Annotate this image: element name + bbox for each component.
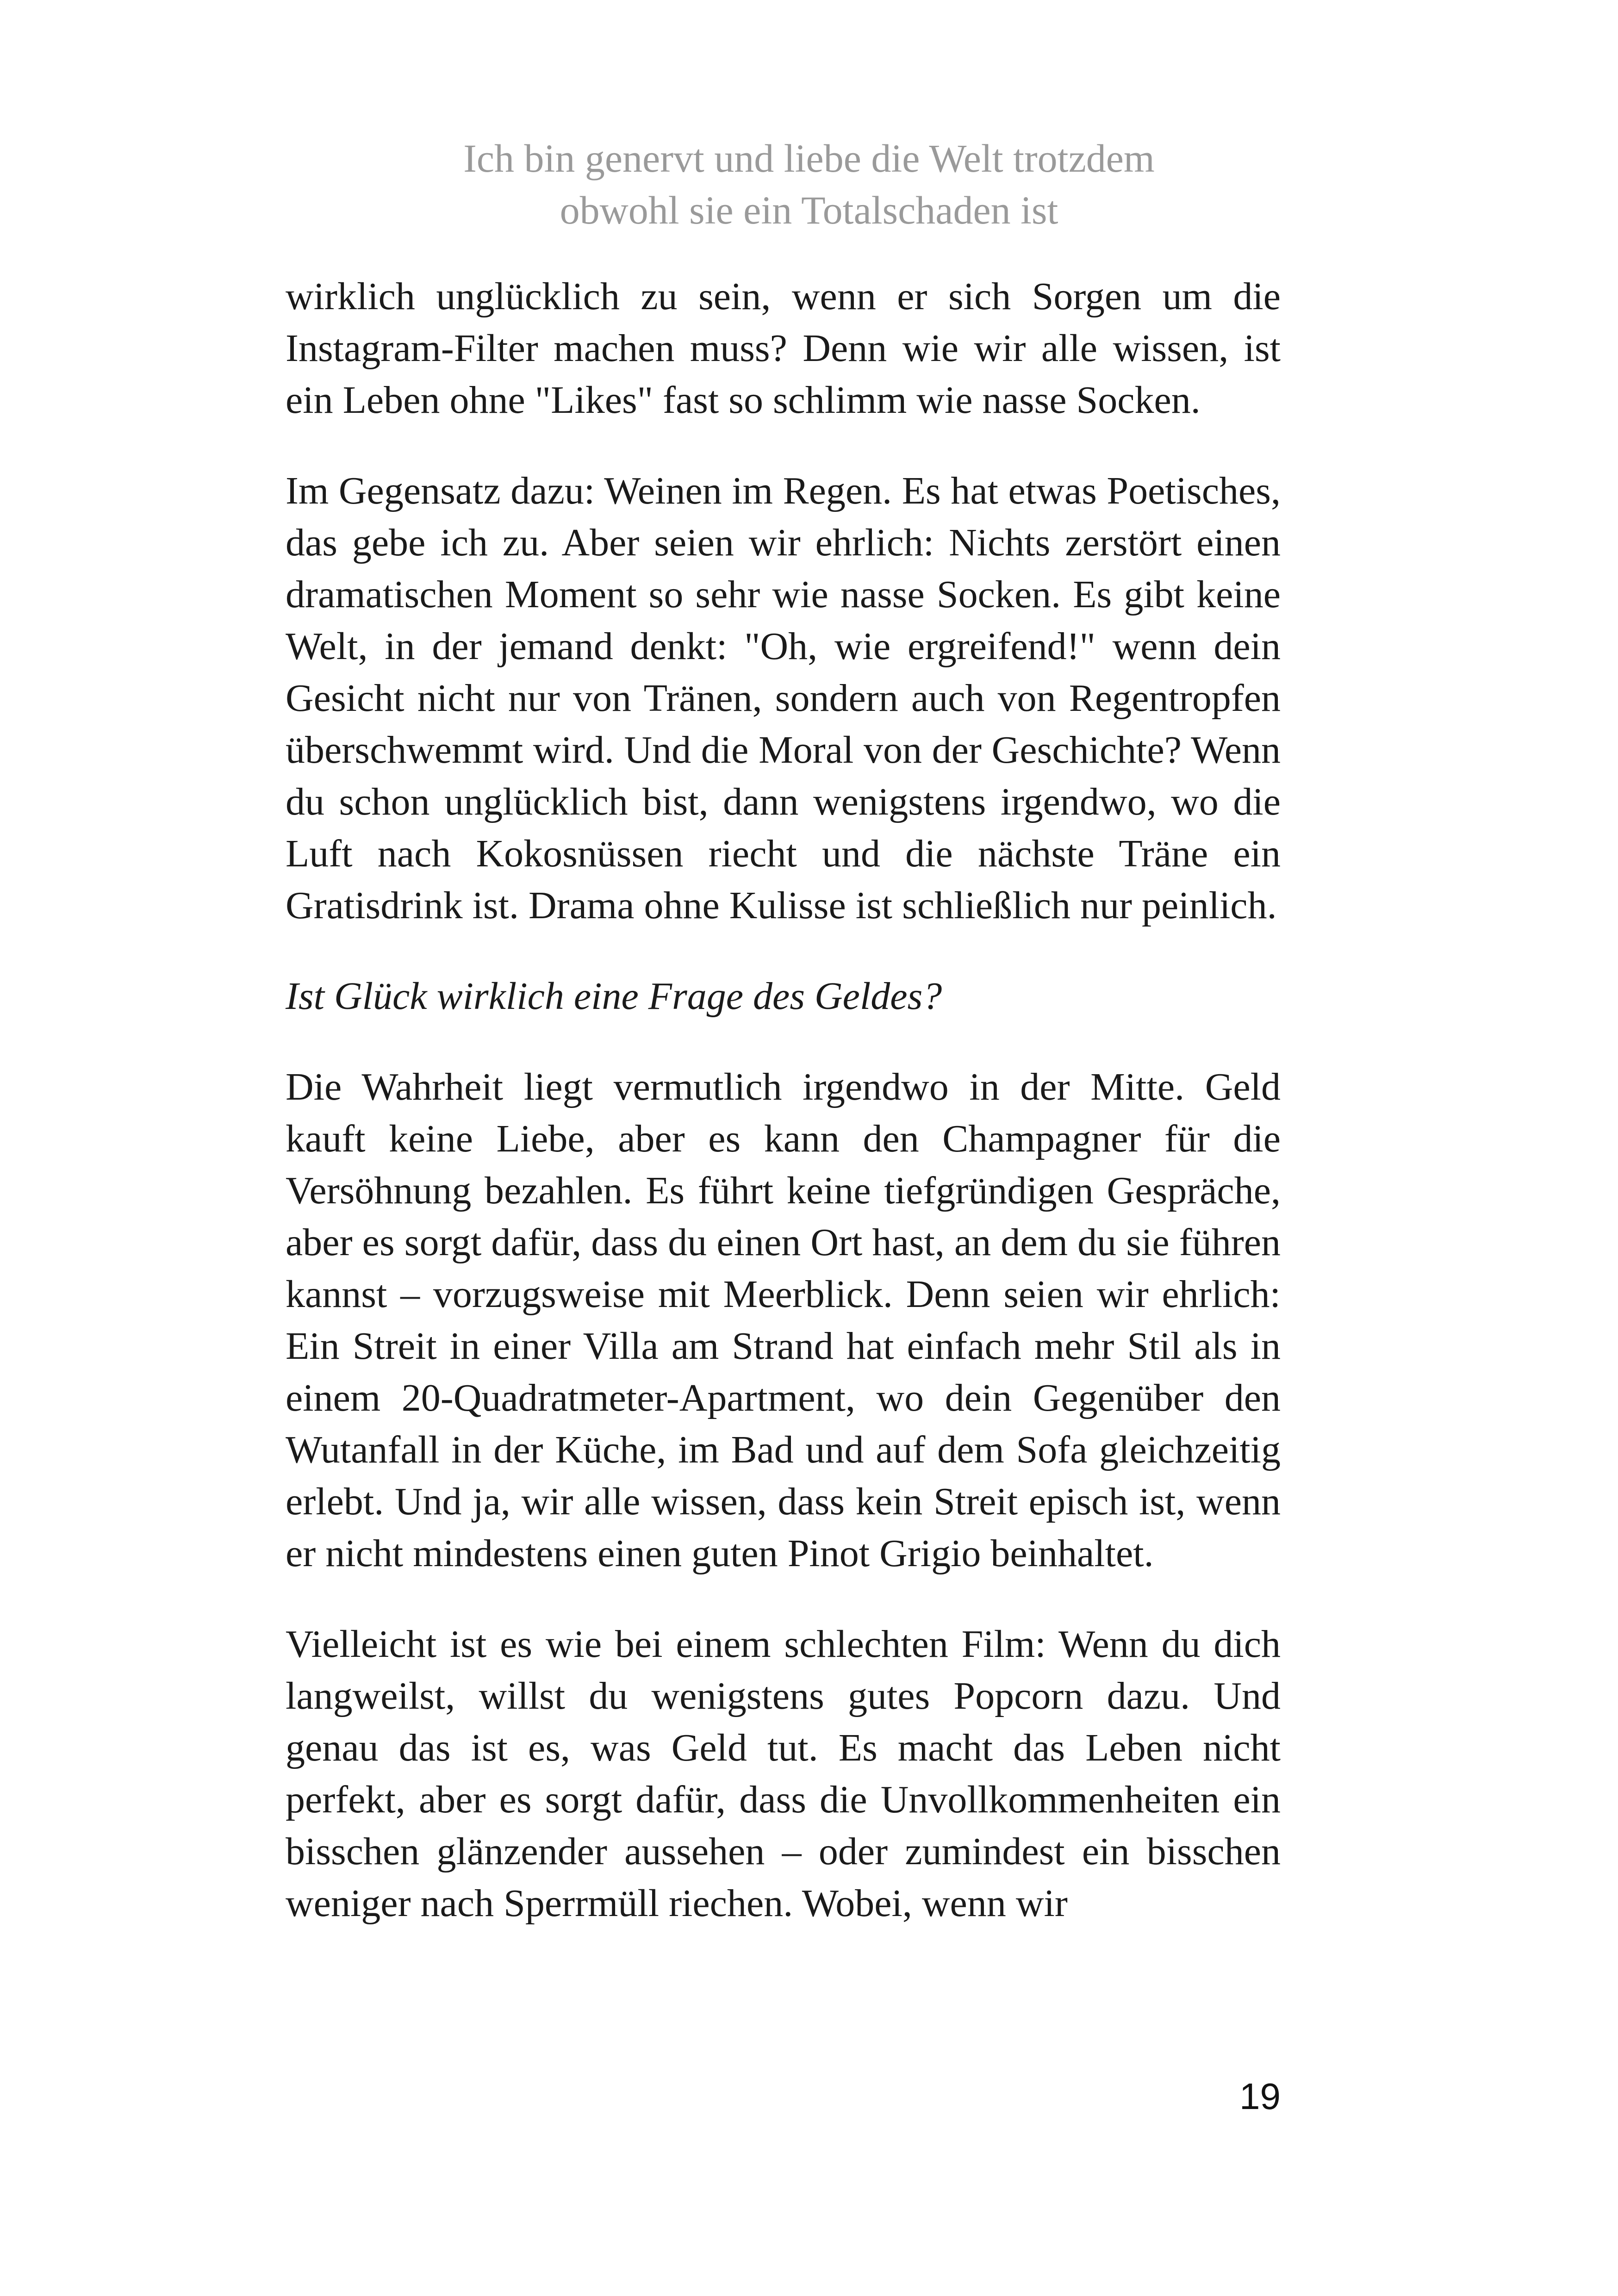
running-header [0, 132, 1618, 236]
body-text [286, 271, 1281, 1968]
page-number: 19 [1239, 2076, 1281, 2117]
paragraph: Die Wahrheit liegt vermutlich irgendwo in der Mitte. Geld kauft keine Liebe, aber es kann den Champagner für die Versöhnung bezahlen. Es führt keine tiefgründigen Gespräche, aber es sorgt dafür, dass du einen Ort hast, an dem du sie führen kannst – vorzugsweise mit Meerblick. Denn seien wir ehrlich: Ein Streit in einer Villa am Strand hat einfach mehr Stil als in einem 20-Quadratmeter-Apartment, wo dein Gegenüber den Wutanfall in der Küche, im Bad und auf dem Sofa gleichzeitig erlebt. Und ja, wir alle wissen, dass kein Streit episch ist, wenn er nicht mindestens einen guten Pinot Grigio beinhaltet. [286, 1065, 1281, 1575]
section-subheading: Ist Glück wirklich eine Frage des Geldes? [286, 975, 942, 1018]
running-header-line-2: obwohl sie ein Totalschaden ist [560, 188, 1058, 232]
paragraph: wirklich unglücklich zu sein, wenn er sich Sorgen um die Instagram-Filter machen muss? Denn wie wir alle wissen, ist ein Leben ohne "Likes" fast so schlimm wie nasse Socken. [286, 275, 1281, 422]
paragraph: Vielleicht ist es wie bei einem schlechten Film: Wenn du dich langweilst, willst du wenigstens gutes Popcorn dazu. Und genau das ist es, was Geld tut. Es macht das Leben nicht perfekt, aber es sorgt dafür, dass die Unvollkommenheiten ein bisschen glänzender aussehen – oder zumindest ein bisschen weniger nach Sperrmüll riechen. Wobei, wenn wir [286, 1623, 1281, 1925]
running-header-line-1: Ich bin genervt und liebe die Welt trotzdem [463, 136, 1155, 180]
paragraph: Im Gegensatz dazu: Weinen im Regen. Es hat etwas Poetisches, das gebe ich zu. Aber seien wir ehrlich: Nichts zerstört einen dramatischen Moment so sehr wie nasse Socken. Es gibt keine Welt, in der jemand denkt: "Oh, wie ergreifend!" wenn dein Gesicht nicht nur von Tränen, sondern auch von Regentropfen überschwemmt wird. Und die Moral von der Geschichte? Wenn du schon unglücklich bist, dann wenigstens irgendwo, wo die Luft nach Kokosnüssen riecht und die nächste Träne ein Gratisdrink ist. Drama ohne Kulisse ist schließlich nur peinlich. [286, 469, 1281, 927]
